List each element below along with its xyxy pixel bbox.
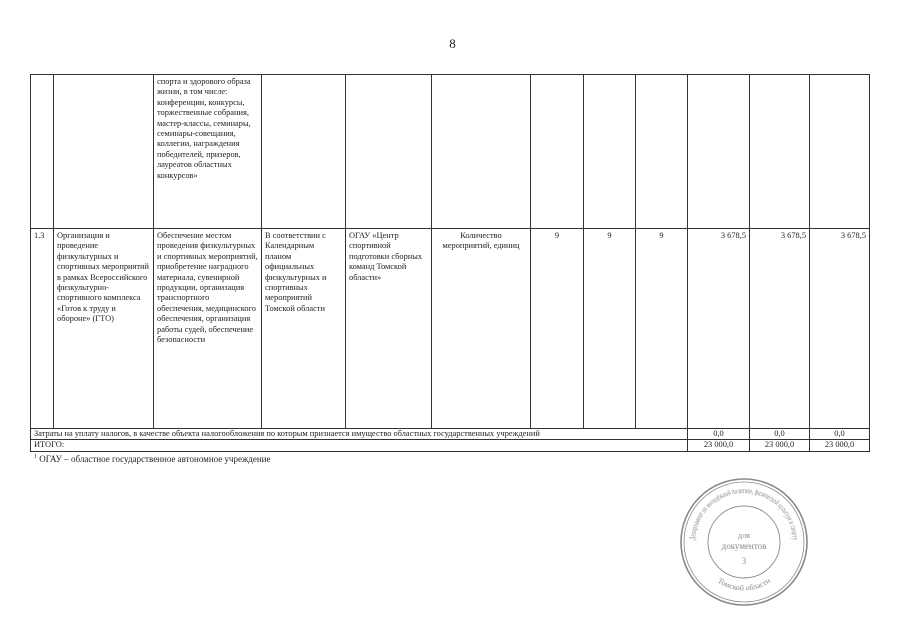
table-row-total (31, 440, 870, 451)
cell-total-sum-3: 23 000,0 (810, 440, 870, 451)
cell-basis: В соответствии с Календарным планом официальных физкультурных и спортивных мероприятий Томской области (262, 229, 346, 429)
official-stamp (678, 476, 810, 608)
cell-sum-3: 3 678,5 (810, 229, 870, 429)
table-row-continued (31, 75, 870, 229)
cell-total-sum-1: 23 000,0 (688, 440, 750, 451)
cell-total-label: ИТОГО: (31, 440, 688, 451)
cell-num: 1.3 (31, 229, 54, 429)
footnote-text: ОГАУ – областное государственное автономное учреждение (37, 454, 271, 464)
cell-value-2: 9 (584, 229, 636, 429)
program-table (30, 74, 870, 452)
cell-executor: ОГАУ «Центр спортивной подготовки сборных команд Томской области» (346, 229, 432, 429)
cell-tax-sum-3: 0,0 (810, 429, 870, 440)
stamp-center-line1: для (738, 531, 750, 540)
footnote (34, 452, 270, 465)
cell-value-1: 9 (531, 229, 584, 429)
cell-sum-1: 3 678,5 (688, 229, 750, 429)
table-row-tax (31, 429, 870, 440)
cell-content: Обеспечение местом проведения физкультурных и спортивных мероприятий, приобретение наградного материала, сувенирной продукции, организация транспортного обеспечения, медицинского обеспечения, организация работы судей, обеспечение безопасности (154, 229, 262, 429)
cell-indicator: Количество мероприятий, единиц (432, 229, 531, 429)
cell-name: Организация и проведение физкультурных и спортивных мероприятий в рамках Всероссийского физкультурно-спортивного комплекса «Готов к труду и обороне» (ГТО) (54, 229, 154, 429)
stamp-number: 3 (741, 556, 747, 566)
stamp-region-text: Томской области (716, 575, 772, 593)
cell-tax-sum-2: 0,0 (750, 429, 810, 440)
cell-tax-sum-1: 0,0 (688, 429, 750, 440)
cell-content: спорта и здорового образа жизни, в том числе: конференции, конкурсы, торжественные собрания, мастер-классы, семинары, семинары-совещания, коллегии, награждения победителей, призеров, лауреатов областных конкурсов» (154, 75, 262, 229)
cell-tax-label: Затраты на уплату налогов, в качестве объекта налогообложения по которым признается имущество областных государственных учреждений (31, 429, 688, 440)
footnote-mark: 1 (34, 454, 37, 460)
cell-sum-2: 3 678,5 (750, 229, 810, 429)
table-row-1-3 (31, 229, 870, 429)
page-number: 8 (449, 36, 456, 51)
cell-value-3: 9 (636, 229, 688, 429)
cell-total-sum-2: 23 000,0 (750, 440, 810, 451)
stamp-ring-text: Департамент по молодёжной политике, физической культуре и спорту (688, 485, 801, 542)
stamp-center-line2: документов (721, 541, 767, 551)
